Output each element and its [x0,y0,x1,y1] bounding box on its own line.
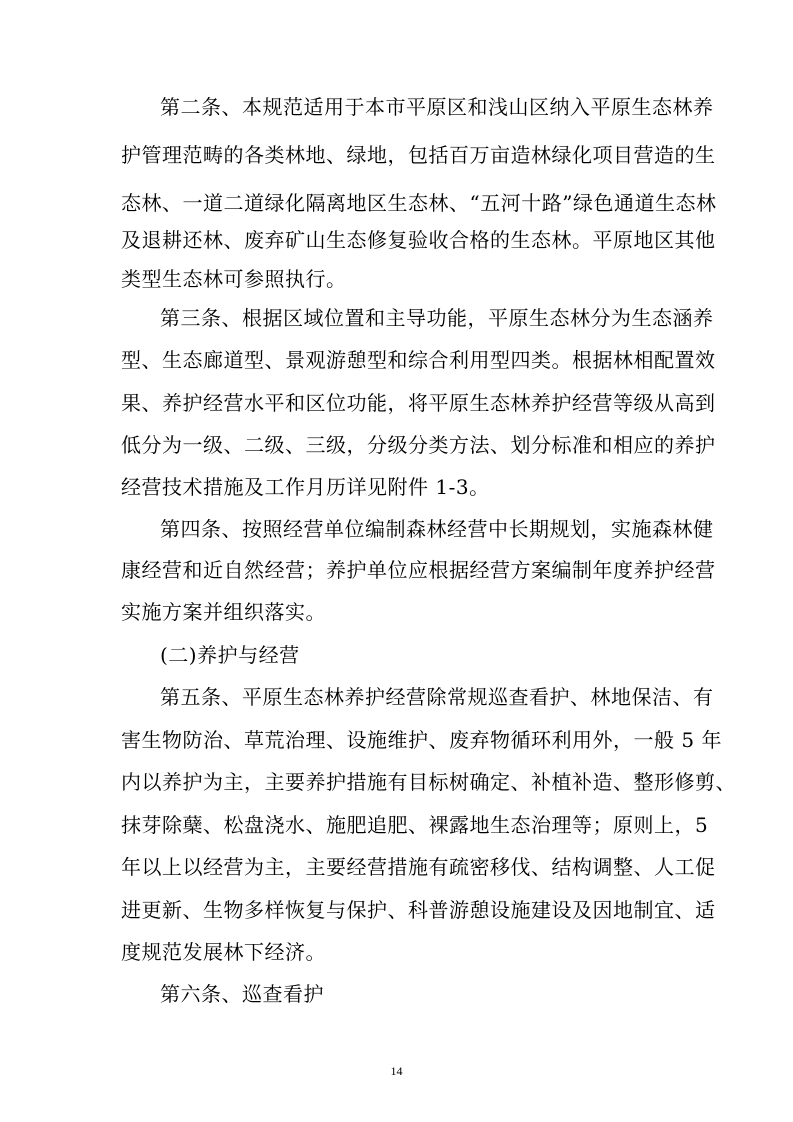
text-line: 护管理范畴的各类林地、绿地，包括百万亩造林绿化项目营造的生 [121,143,716,167]
text-line: 实施方案并组织落实。 [121,600,326,624]
text-line: 型、生态廊道型、景观游憩型和综合利用型四类。根据林相配置效 [121,348,716,372]
text-line: 第五条、平原生态林养护经营除常规巡查看护、林地保洁、有 [160,685,714,709]
text-line: 进更新、生物多样恢复与保护、科普游憩设施建设及因地制宜、适 [121,898,716,922]
text-line: 年以上以经营为主，主要经营措施有疏密移伐、结构调整、人工促 [121,855,716,879]
text-line: 害生物防治、草荒治理、设施维护、废弃物循环利用外，一般 5 年 [121,728,722,752]
text-line: 度规范发展林下经济。 [121,940,326,964]
text-line: 抹芽除蘖、松盘浇水、施肥追肥、裸露地生态治理等；原则上，5 [121,813,709,837]
text-line: 类型生态林可参照执行。 [121,267,347,291]
page-number: 14 [390,1064,403,1078]
text-line: 内以养护为主，主要养护措施有目标树确定、补植补造、整形修剪、 [121,770,736,794]
section-heading: (二)养护与经营 [160,643,300,667]
text-line: 态林、一道二道绿化隔离地区生态林、“五河十路”绿色通道生态林 [121,191,717,215]
text-line: 第二条、本规范适用于本市平原区和浅山区纳入平原生态林养 [160,95,714,119]
text-line: 第三条、根据区域位置和主导功能，平原生态林分为生态涵养 [160,306,714,330]
text-line: 第四条、按照经营单位编制森林经营中长期规划，实施森林健 [160,517,714,541]
text-line: 果、养护经营水平和区位功能，将平原生态林养护经营等级从高到 [121,391,716,415]
text-line: 康经营和近自然经营；养护单位应根据经营方案编制年度养护经营 [121,558,716,582]
text-line: 经营技术措施及工作月历详见附件 1-3。 [121,475,490,499]
text-line: 低分为一级、二级、三级，分级分类方法、划分标准和相应的养护 [121,433,716,457]
text-line: 第六条、巡查看护 [160,982,324,1006]
text-line: 及退耕还林、废弃矿山生态修复验收合格的生态林。平原地区其他 [121,228,716,252]
